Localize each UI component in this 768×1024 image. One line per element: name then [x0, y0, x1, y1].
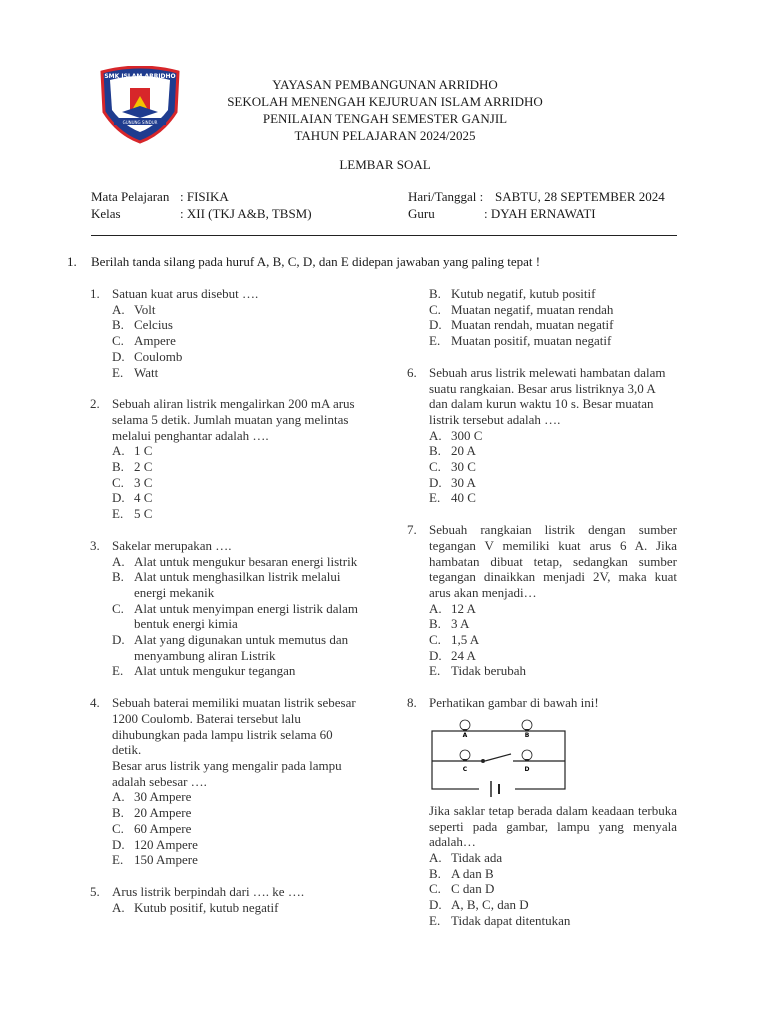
header-line-exam: PENILAIAN TENGAH SEMESTER GANJIL — [262, 111, 508, 126]
option-b[interactable]: B. 3 A — [429, 616, 470, 632]
question-7 — [407, 522, 677, 679]
class-label: Kelas — [91, 206, 121, 221]
question-text-continued: Besar arus listrik yang mengalir pada lampu adalah sebesar …. — [112, 757, 342, 789]
option-d[interactable]: D. Muatan rendah, muatan negatif — [429, 317, 614, 333]
question-number: 8. — [407, 695, 417, 711]
question-2 — [90, 396, 364, 522]
question-text: Sebuah arus listrik melewati hambatan dalam suatu rangkaian. Besar arus listriknya 3,0 A dan dalam kurun waktu 10 s. Besar muatan listrik tersebut adalah …. — [429, 364, 666, 427]
option-c[interactable]: C. Alat untuk menyimpan energi listrik dalam bentuk energi kimia — [112, 600, 358, 632]
option-d[interactable]: D. Alat yang digunakan untuk memutus dan menyambung aliran Listrik — [112, 632, 349, 663]
info-left — [91, 188, 312, 222]
option-c[interactable]: C. 60 Ampere — [112, 820, 192, 836]
option-b[interactable]: B. 2 C — [112, 459, 153, 475]
question-5-continued — [407, 286, 677, 349]
option-d[interactable]: D. 4 C — [112, 490, 153, 506]
instruction-text: Berilah tanda silang pada huruf A, B, C, D, dan E didepan jawaban yang paling tepat ! — [91, 254, 541, 269]
section-instruction — [67, 254, 540, 270]
option-a[interactable]: A. 300 C — [429, 427, 483, 443]
option-e[interactable]: E. Alat untuk mengukur tegangan — [112, 663, 296, 679]
option-a[interactable]: A. Kutub positif, kutub negatif — [112, 899, 279, 915]
question-1 — [90, 286, 364, 380]
header-line-foundation: YAYASAN PEMBANGUNAN ARRIDHO — [272, 77, 498, 92]
option-a[interactable]: A. Volt — [112, 301, 156, 317]
option-c[interactable]: C. Ampere — [112, 333, 176, 349]
subject-value: : FISIKA — [180, 189, 229, 204]
option-b[interactable]: B. Kutub negatif, kutub positif — [429, 286, 596, 301]
option-c[interactable]: C. 3 C — [112, 474, 153, 490]
option-c[interactable]: C. 1,5 A — [429, 632, 480, 648]
option-e[interactable]: E. Watt — [112, 364, 159, 380]
question-number: 5. — [90, 883, 100, 899]
header-line-school: SEKOLAH MENENGAH KEJURUAN ISLAM ARRIDHO — [227, 94, 543, 109]
question-number: 4. — [90, 695, 100, 711]
question-text-continued: Jika saklar tetap berada dalam keadaan terbuka seperti pada gambar, lampu yang menyala adalah… — [429, 802, 677, 850]
option-e[interactable]: E. Tidak berubah — [429, 663, 526, 679]
sheet-title: LEMBAR SOAL — [339, 157, 431, 172]
question-4 — [90, 695, 364, 868]
school-logo-icon — [92, 66, 188, 144]
header-line-year: TAHUN PELAJARAN 2024/2025 — [294, 128, 476, 143]
right-column — [407, 286, 677, 929]
option-b[interactable]: B. Alat untuk menghasilkan listrik melalui energi mekanik — [112, 569, 341, 600]
info-right — [408, 188, 665, 222]
svg-text:B: B — [524, 731, 530, 739]
option-b[interactable]: B. Celcius — [112, 317, 173, 333]
date-value: SABTU, 28 SEPTEMBER 2024 — [495, 189, 665, 204]
option-c[interactable]: C. Muatan negatif, muatan rendah — [429, 301, 614, 317]
bulb-b-icon — [522, 720, 532, 739]
option-e[interactable]: E. 40 C — [429, 490, 476, 506]
question-text: Sebuah rangkaian listrik dengan sumber tegangan V memiliki kuat arus 6 A. Jika hambatan dibuat tetap, sedangkan sumber tegangan dinaikkan menjadi 2V, maka kuat arus akan menjadi… — [429, 522, 677, 600]
subject-label: Mata Pelajaran — [91, 189, 170, 204]
question-3 — [90, 538, 364, 679]
option-a[interactable]: A. 30 Ampere — [112, 789, 192, 805]
question-number: 2. — [90, 396, 100, 412]
option-e[interactable]: E. Muatan positif, muatan negatif — [429, 333, 612, 349]
question-text: Sakelar merupakan …. — [112, 537, 232, 553]
question-text: Satuan kuat arus disebut …. — [112, 286, 259, 301]
question-8 — [407, 695, 677, 928]
teacher-value: : DYAH ERNAWATI — [484, 206, 596, 221]
option-d[interactable]: D. Coulomb — [112, 348, 183, 364]
question-text: Arus listrik berpindah dari …. ke …. — [112, 883, 305, 899]
option-e[interactable]: E. 5 C — [112, 506, 153, 522]
logo-text-top: SMK ISLAM ARRIDHO — [104, 73, 176, 80]
option-a[interactable]: A. Alat untuk mengukur besaran energi listrik — [112, 553, 358, 569]
instruction-number: 1. — [67, 254, 77, 269]
question-text: Perhatikan gambar di bawah ini! — [429, 695, 599, 711]
option-d[interactable]: D. 24 A — [429, 647, 476, 663]
left-column — [90, 286, 364, 915]
question-6 — [407, 365, 677, 506]
svg-text:D: D — [524, 765, 530, 773]
option-b[interactable]: B. 20 A — [429, 443, 476, 459]
question-number: 1. — [90, 286, 100, 301]
svg-text:C: C — [462, 765, 468, 773]
header-divider — [91, 235, 677, 236]
date-label: Hari/Tanggal : — [408, 189, 484, 204]
logo-text-bottom: GUNUNG SINDUR — [122, 120, 158, 125]
option-b[interactable]: B. A dan B — [429, 865, 494, 881]
svg-text:A: A — [462, 731, 468, 739]
bulb-a-icon — [460, 720, 470, 739]
option-a[interactable]: A. 12 A — [429, 600, 476, 616]
document-header — [190, 76, 580, 144]
circuit-diagram — [429, 717, 567, 797]
option-d[interactable]: D. A, B, C, dan D — [429, 897, 529, 913]
question-number: 6. — [407, 364, 417, 380]
option-e[interactable]: E. Tidak dapat ditentukan — [429, 912, 571, 928]
option-a[interactable]: A. Tidak ada — [429, 849, 503, 865]
teacher-label: Guru — [408, 206, 435, 221]
option-e[interactable]: E. 150 Ampere — [112, 852, 198, 868]
question-number: 7. — [407, 522, 417, 538]
question-number: 3. — [90, 537, 100, 553]
option-a[interactable]: A. 1 C — [112, 443, 153, 459]
option-c[interactable]: C. 30 C — [429, 459, 476, 475]
option-d[interactable]: D. 30 A — [429, 474, 476, 490]
question-text: Sebuah baterai memiliki muatan listrik sebesar 1200 Coulomb. Baterai tersebut lalu dihubungkan pada lampu listrik selama 60 detik. — [112, 695, 356, 758]
question-5 — [90, 884, 364, 915]
option-d[interactable]: D. 120 Ampere — [112, 836, 198, 852]
class-value: : XII (TKJ A&B, TBSM) — [180, 206, 312, 221]
question-text: Sebuah aliran listrik mengalirkan 200 mA arus selama 5 detik. Jumlah muatan yang melintas melalui penghantar adalah …. — [112, 396, 355, 443]
option-c[interactable]: C. C dan D — [429, 881, 495, 897]
option-b[interactable]: B. 20 Ampere — [112, 805, 192, 821]
